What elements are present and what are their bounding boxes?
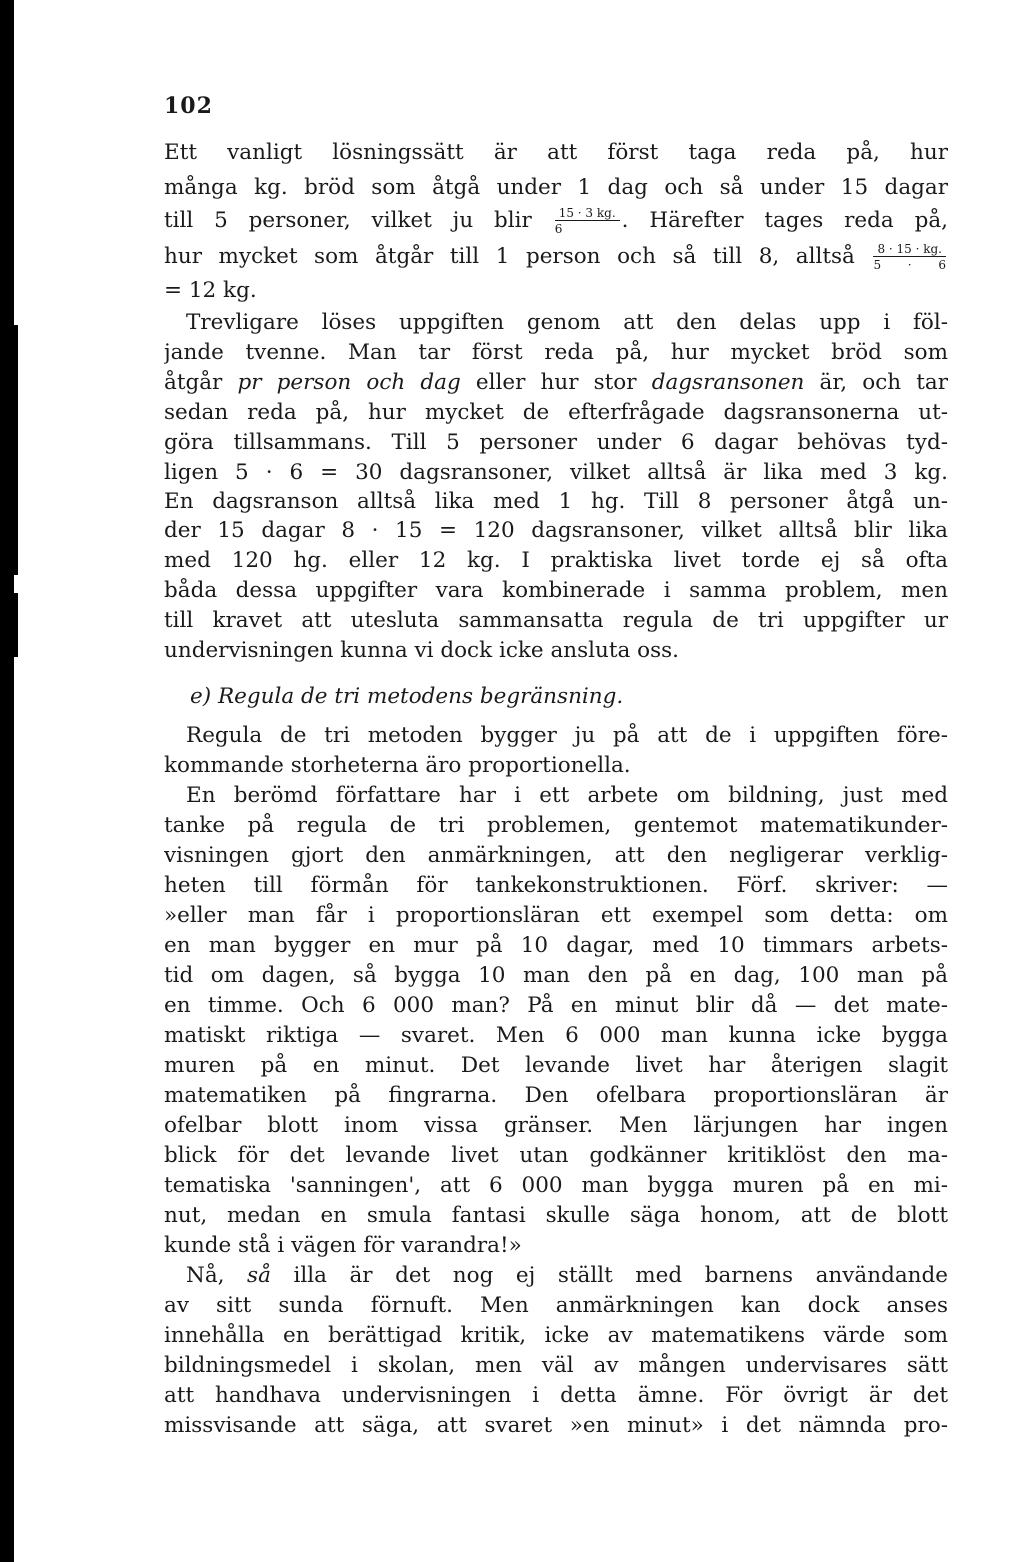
text-line: matematiken på fingrarna. Den ofelbara proportionsläran är — [164, 1083, 948, 1108]
text-line: tematiska 'sanningen', att 6 000 man bygga muren på en mi- — [164, 1173, 948, 1198]
text-line: Trevligare löses uppgiften genom att den delas upp i föl- — [186, 310, 948, 335]
section-heading: e) Regula de tri metodens begränsning. — [190, 684, 624, 709]
text-line: heten till förmån för tankekonstruktionen. Förf. skriver: — — [164, 873, 948, 898]
text-line: jande tvenne. Man tar först reda på, hur mycket bröd som — [164, 340, 948, 365]
text-line: En dagsranson alltså lika med 1 hg. Till 8 personer åtgå un- — [164, 489, 948, 514]
document-page — [14, 0, 1024, 1562]
margin-rule — [14, 593, 18, 657]
text-line: en timme. Och 6 000 man? På en minut blir då — det mate- — [164, 993, 948, 1018]
text-line: missvisande att säga, att svaret »en minut» i det nämnda pro- — [164, 1413, 948, 1438]
text-line: göra tillsammans. Till 5 personer under 6 dagar behövas tyd- — [164, 430, 948, 455]
fraction: $\frac{15 \cdot 3 kg.}{6}$ — [555, 207, 620, 235]
text-line: åtgår pr person och dag eller hur stor dagsransonen är, och tar — [164, 370, 948, 395]
text-line: att handhava undervisningen i detta ämne. För övrigt är det — [164, 1383, 948, 1408]
text-line: hur mycket som åtgår till 1 person och så till 8, alltså $\frac{8 \cdot 15 \cdot kg.}{5 \cdot 6}$ — [164, 243, 946, 271]
text-line: matiskt riktiga — svaret. Men 6 000 man kunna icke bygga — [164, 1023, 948, 1048]
text-line: bildningsmedel i skolan, men väl av mången undervisares sätt — [164, 1353, 948, 1378]
text-line: båda dessa uppgifter vara kombinerade i samma problem, men — [164, 578, 948, 603]
text-line: der 15 dagar 8 · 15 = 120 dagsransoner, vilket alltså blir lika — [164, 518, 948, 543]
text-line: muren på en minut. Det levande livet har återigen slagit — [164, 1053, 948, 1078]
text-line: undervisningen kunna vi dock icke ansluta oss. — [164, 638, 680, 663]
text-line: till kravet att utesluta sammansatta regula de tri uppgifter ur — [164, 608, 948, 633]
text-line: visningen gjort den anmärkningen, att den negligerar verklig- — [164, 843, 948, 868]
text-line: tid om dagen, så bygga 10 man den på en dag, 100 man på — [164, 963, 948, 988]
text-line: av sitt sunda förnuft. Men anmärkningen kan dock anses — [164, 1293, 948, 1318]
text-line: = 12 kg. — [164, 278, 257, 303]
text-line: kommande storheterna äro proportionella. — [164, 753, 631, 778]
text-line: tanke på regula de tri problemen, gentemot matematikunder- — [164, 813, 948, 838]
text-line: en man bygger en mur på 10 dagar, med 10 timmars arbets- — [164, 933, 948, 958]
text-line: nut, medan en smula fantasi skulle säga honom, att de blott — [164, 1203, 948, 1228]
fraction: $\frac{8 \cdot 15 \cdot kg.}{5 \cdot 6}$ — [873, 243, 946, 271]
text-line: blick för det levande livet utan godkänner kritiklöst den ma- — [164, 1143, 948, 1168]
text-line: sedan reda på, hur mycket de efterfrågade dagsransonerna ut- — [164, 400, 948, 425]
text-line: Regula de tri metoden bygger ju på att de i uppgiften före- — [186, 723, 948, 748]
page-number: 102 — [164, 93, 213, 119]
margin-rule — [14, 325, 18, 575]
text-line: till 5 personer, vilket ju blir $\frac{15 \cdot 3 kg.}{6}$ . Härefter tages reda på, — [164, 207, 948, 235]
text-line: ofelbar blott inom vissa gränser. Men lärjungen har ingen — [164, 1113, 948, 1138]
text-line: Ett vanligt lösningssätt är att först taga reda på, hur — [164, 140, 948, 165]
text-line: ligen 5 · 6 = 30 dagsransoner, vilket alltså är lika med 3 kg. — [164, 460, 948, 485]
text-line: En berömd författare har i ett arbete om bildning, just med — [186, 783, 948, 808]
text-line: Nå, så illa är det nog ej ställt med barnens användande — [186, 1263, 948, 1288]
text-line: innehålla en berättigad kritik, icke av matematikens värde som — [164, 1323, 948, 1348]
text-line: »eller man får i proportionsläran ett exempel som detta: om — [164, 903, 948, 928]
text-line: kunde stå i vägen för varandra!» — [164, 1233, 522, 1258]
text-line: med 120 hg. eller 12 kg. I praktiska livet torde ej så ofta — [164, 548, 948, 573]
text-line: många kg. bröd som åtgå under 1 dag och så under 15 dagar — [164, 175, 948, 200]
